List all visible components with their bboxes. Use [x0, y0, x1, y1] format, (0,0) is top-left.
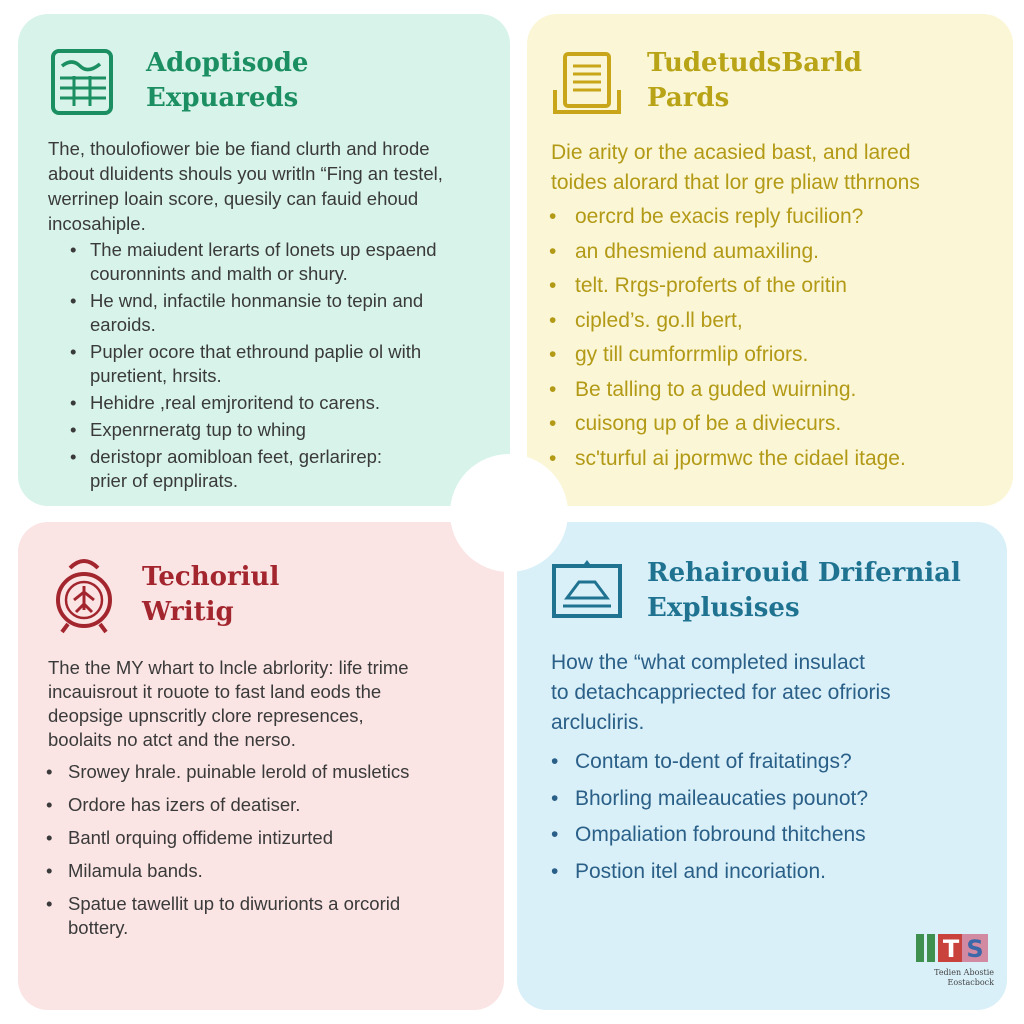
card-title-line-1: Adoptisode	[146, 48, 309, 78]
list-item: • deristopr aomibloan feet, gerlarirep: prier of epnplirats.	[90, 445, 500, 493]
list-item: • Spatue tawellit up to diwurionts a orcorid bottery.	[68, 892, 488, 940]
brand-logo	[914, 932, 994, 992]
list-item: • cuisong up of be a diviecurs.	[575, 407, 995, 442]
list-item: • Be talling to a guded wuirning.	[575, 373, 995, 408]
card-intro: How the “what completed insulact to detachcappriected for atec ofrioris arclucliris.	[551, 651, 891, 734]
card-intro: The the MY whart to lncle abrlority: life trime incauisrout it rouote to fast land eods the deopsige upnscritly clore represences, boolaits no atct and the nerso.	[48, 657, 409, 750]
list-item: • cipled’s. go.ll bert,	[575, 304, 995, 339]
list-item: • Srowey hrale. puinable lerold of musletics	[68, 760, 488, 784]
list-item: • Contam to-dent of fraitatings?	[575, 744, 995, 781]
list-item: • sc'turful ai jpormwc the cidael itage.	[575, 442, 995, 477]
card-intro: Die arity or the acasied bast, and lared toides alorard that lor gre pliaw tthrnons	[551, 141, 920, 194]
bullet-list	[68, 760, 488, 949]
list-item: • Milamula bands.	[68, 859, 488, 883]
list-item: • an dhesmiend aumaxiling.	[575, 235, 995, 270]
card-title-line-1: Rehairouid Drifernial	[647, 558, 961, 588]
document-stack-icon	[551, 50, 623, 118]
document-chart-icon	[50, 48, 116, 118]
card-title-line-1: Techoriul	[142, 562, 280, 592]
card-top-left	[18, 14, 510, 506]
bullet-list	[575, 200, 995, 476]
card-bottom-left	[18, 522, 504, 1010]
list-item: • Expenrneratg tup to whing	[90, 418, 500, 442]
bullet-list	[90, 238, 500, 496]
card-top-right	[527, 14, 1013, 506]
list-item: • Postion itel and incoriation.	[575, 854, 995, 891]
center-divider-circle	[450, 454, 568, 572]
logo-mark	[914, 932, 994, 966]
list-item: • The maiudent lerarts of lonets up espaend couronnints and malth or shury.	[90, 238, 500, 286]
card-title	[146, 46, 308, 116]
bullet-list	[575, 744, 995, 890]
card-intro: The, thoulofiower bie be fiand clurth and hrode about dluidents shouls you writln “Fing an testel, werrinep loain score, quesily can fauid ehoud incosahiple.	[48, 138, 443, 234]
card-title-line-2: Expuareds	[146, 83, 299, 113]
list-item: • He wnd, infactile honmansie to tepin and earoids.	[90, 289, 500, 337]
svg-text:S: S	[966, 935, 984, 963]
list-item: • telt. Rrgs-proferts of the oritin	[575, 269, 995, 304]
list-item: • oercrd be exacis reply fucilion?	[575, 200, 995, 235]
list-item: • Ompaliation fobround thitchens	[575, 817, 995, 854]
svg-text:T: T	[942, 935, 960, 963]
card-title	[142, 560, 279, 630]
card-title-line-2: Pards	[647, 83, 730, 113]
logo-caption: Tedien Abostie Eostacbock	[934, 968, 994, 987]
card-title-line-2: Writig	[142, 597, 234, 627]
list-item: • gy till cumforrmlip ofriors.	[575, 338, 995, 373]
list-item: • Hehidre ,real emjroritend to carens.	[90, 391, 500, 415]
list-item: • Bantl orquing offideme intizurted	[68, 826, 488, 850]
card-title-line-1: TudetudsBarld	[647, 48, 862, 78]
card-title	[647, 556, 961, 626]
card-title	[647, 46, 862, 116]
alarm-clock-icon	[52, 552, 116, 636]
list-item: • Ordore has izers of deatiser.	[68, 793, 488, 817]
list-item: • Bhorling maileaucaties pounot?	[575, 781, 995, 818]
list-item: • Pupler ocore that ethround paplie ol with puretient, hrsits.	[90, 340, 500, 388]
card-title-line-2: Explusises	[647, 593, 800, 623]
presentation-board-icon	[551, 558, 623, 620]
